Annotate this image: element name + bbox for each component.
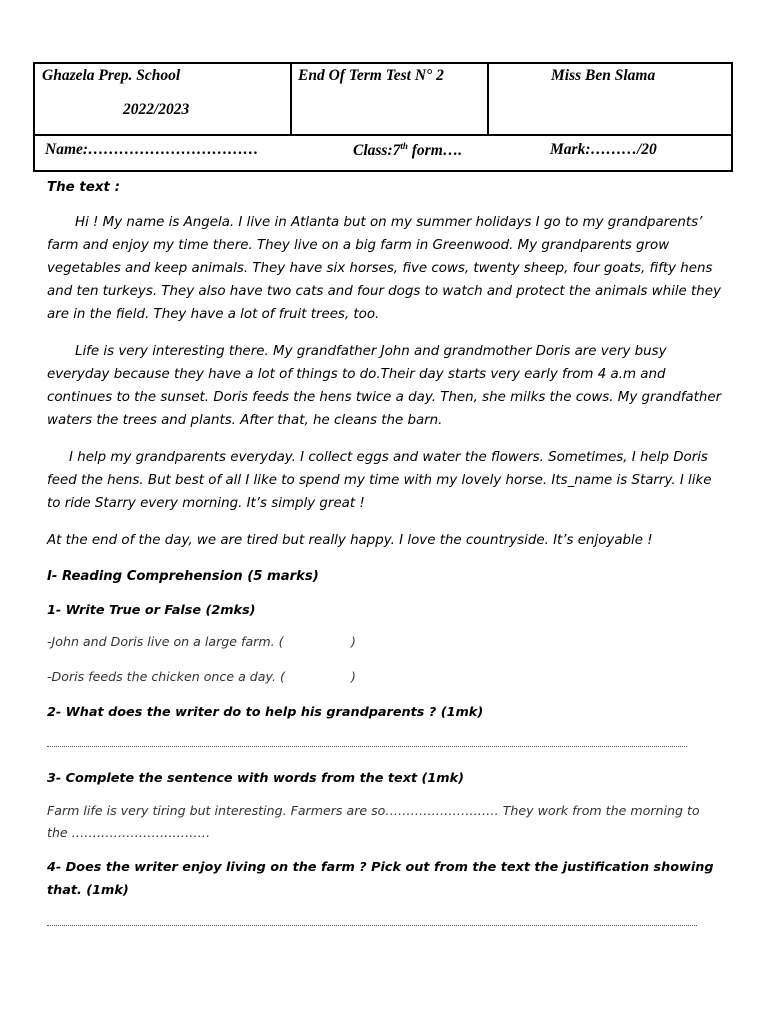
header-table [33, 62, 733, 172]
teacher-cell [489, 64, 731, 134]
header-row-bottom [35, 136, 731, 172]
teacher-name: Miss Ben Slama [551, 67, 656, 84]
header-row-top [35, 64, 731, 136]
q1-item-1: -John and Doris live on a large farm. ( [47, 634, 284, 649]
q1-item-2: -Doris feeds the chicken once a day. ( [47, 669, 285, 684]
question-4: 4- Does the writer enjoy living on the farm ? Pick out from the text the justification showing that. (1mk) [47, 860, 714, 898]
mark-field: Mark:………/20 [550, 141, 657, 158]
question-2: 2- What does the writer do to help his grandparents ? (1mk) [47, 705, 484, 720]
q1-item-2-answer-close: ) [351, 669, 356, 684]
q1-item-1-answer-close: ) [351, 634, 356, 649]
school-year: 2022/2023 [123, 101, 190, 118]
paragraph-3: I help my grandparents everyday. I collect eggs and water the flowers. Sometimes, I help Doris feed the hens. But best of all I like to spend my time with my lovely horse. Its_name is Starry. I like to ride Starry every morning. It’s simply great ! [47, 450, 712, 511]
q2-answer-line[interactable] [47, 746, 687, 747]
paragraph-2: Life is very interesting there. My grandfather John and grandmother Doris are very busy everyday because they have a lot of things to do.Their day starts very early from 4 a.m and continues to the sunset. Doris feeds the hens twice a day. Then, she milks the cows. My grandfather waters the trees and plants. After that, he cleans the barn. [47, 344, 722, 428]
text-heading: The text : [47, 180, 120, 195]
q3-sentence-line-1: Farm life is very tiring but interesting. Farmers are so……………………… They work from the morning to [47, 803, 700, 818]
name-field: Name:…………………………… [45, 141, 259, 158]
q4-answer-line[interactable] [47, 925, 697, 926]
section-title: I- Reading Comprehension (5 marks) [47, 569, 319, 584]
test-title: End Of Term Test N° 2 [298, 67, 444, 84]
q3-sentence-line-2: the …………………………… [47, 825, 211, 840]
paragraph-4: At the end of the day, we are tired but really happy. I love the countryside. It’s enjoyable ! [47, 533, 653, 548]
paragraph-1: Hi ! My name is Angela. I live in Atlanta but on my summer holidays I go to my grandparents’ farm and enjoy my time there. They live on a big farm in Greenwood. My grandparents grow vegetables and keep animals. They have six horses, five cows, twenty sheep, four goats, fifty hens and ten turkeys. They also have two cats and four dogs to watch and protect the animals while they are in the field. They have a lot of fruit trees, too. [47, 215, 721, 322]
test-cell [292, 64, 489, 134]
class-field: Class:7th form…. [353, 141, 463, 160]
question-1: 1- Write True or False (2mks) [47, 603, 256, 618]
school-cell [35, 64, 292, 134]
school-name: Ghazela Prep. School [42, 67, 181, 84]
question-3: 3- Complete the sentence with words from the text (1mk) [47, 771, 464, 786]
